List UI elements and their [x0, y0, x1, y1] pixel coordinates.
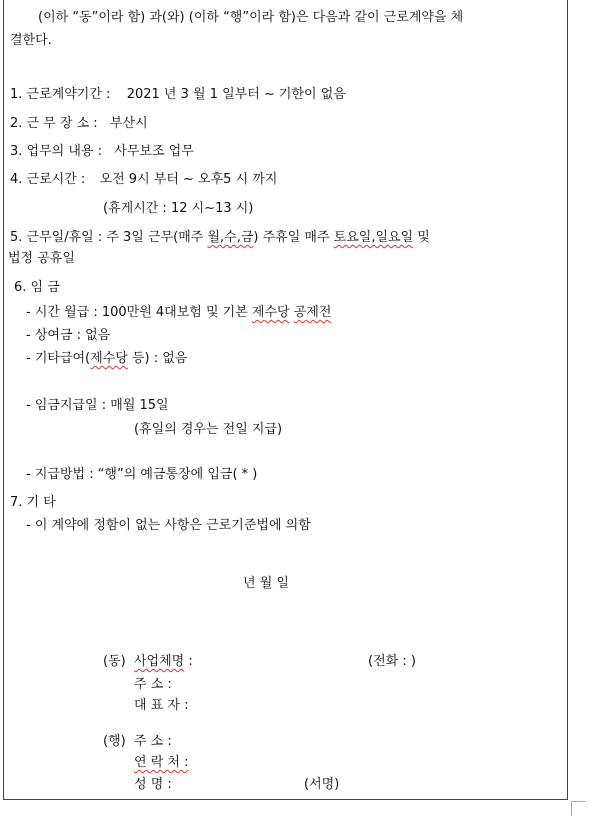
wage-payday: - 임금지급일 : 매월 15일	[26, 398, 169, 413]
hours-value: 오전 9시 부터 ~ 오후5 시 까지	[99, 172, 278, 187]
workdays-weekend: 토요일,일요일	[333, 230, 414, 245]
hours-break: (휴게시간 : 12 시~13 시)	[103, 201, 254, 216]
etc-heading: 7. 기 타	[10, 495, 56, 510]
employee-name: 성 명 :	[134, 777, 172, 792]
employer-name-field	[134, 653, 193, 671]
employee-contact	[134, 754, 188, 772]
wage-other-allowance: 제수당	[90, 351, 128, 366]
workdays-prefix: 5. 근무일/휴일 : 주 3일 근무(매주	[10, 230, 208, 245]
employer-name-colon: :	[184, 654, 193, 669]
wage-monthly-allowance: 제수당	[251, 305, 290, 320]
date-line: 년 월 일	[243, 576, 289, 591]
item-period	[10, 86, 346, 104]
wage-monthly	[26, 304, 331, 322]
wage-monthly-prefix: - 시간 월급 : 100만원 4대보험 및 기본	[26, 305, 252, 320]
workplace-value: 부산시	[109, 116, 148, 131]
employer-representative: 대 표 자 :	[134, 698, 189, 713]
employer-prefix: (동)	[103, 654, 126, 669]
duties-value: 사무보조 업무	[114, 144, 194, 159]
employee-signature: (서명)	[304, 777, 340, 792]
intro-line-1: (이하 “동”이라 함) 과(와) (이하 “행”이라 함)은 다음과 같이 근로계약을 체	[38, 10, 464, 25]
employee-prefix: (행)	[103, 734, 126, 749]
wage-other-suffix: 등) : 없음	[127, 351, 188, 366]
duties-label: 3. 업무의 내용 :	[10, 144, 102, 159]
wage-heading: 6. 임 금	[14, 280, 60, 295]
employer-name-label: 사업체명	[134, 654, 185, 669]
workdays-suffix: 및	[413, 230, 430, 245]
wage-payday-note: (휴일의 경우는 전일 지급)	[134, 422, 283, 437]
item-hours	[10, 171, 277, 189]
etc-text: - 이 계약에 정함이 없는 사항은 근로기준법에 의함	[26, 518, 311, 533]
employee-contact-label: 연 락 처 :	[134, 755, 189, 770]
workdays-days: 월,수,금	[207, 230, 254, 245]
item-workdays	[10, 229, 430, 247]
employer-address: 주 소 :	[134, 677, 172, 692]
employee-address: 주 소 :	[134, 734, 172, 749]
intro-line-2: 결한다.	[10, 33, 52, 48]
employer-phone: (전화 : )	[368, 654, 416, 669]
workdays-mid: ) 주휴일 매주	[253, 230, 334, 245]
item-duties	[10, 143, 194, 161]
wage-bonus: - 상여금 : 없음	[26, 328, 111, 343]
wage-monthly-deduction: 공제전	[293, 305, 332, 320]
period-value: 2021 년 3 월 1 일부터 ~ 기한이 없음	[126, 87, 346, 102]
hours-label: 4. 근로시간 :	[10, 172, 86, 187]
item-workplace	[10, 115, 148, 133]
workdays-line-2: 법정 공휴일	[8, 251, 75, 266]
workplace-label: 2. 근 무 장 소 :	[10, 116, 98, 131]
page-corner-marker	[571, 801, 586, 816]
wage-other-prefix: - 기타급여(	[26, 351, 91, 366]
wage-other	[26, 350, 187, 368]
period-label: 1. 근로계약기간 :	[10, 87, 111, 102]
wage-method: - 지급방법 : “행”의 예금통장에 입금( * )	[26, 467, 258, 482]
